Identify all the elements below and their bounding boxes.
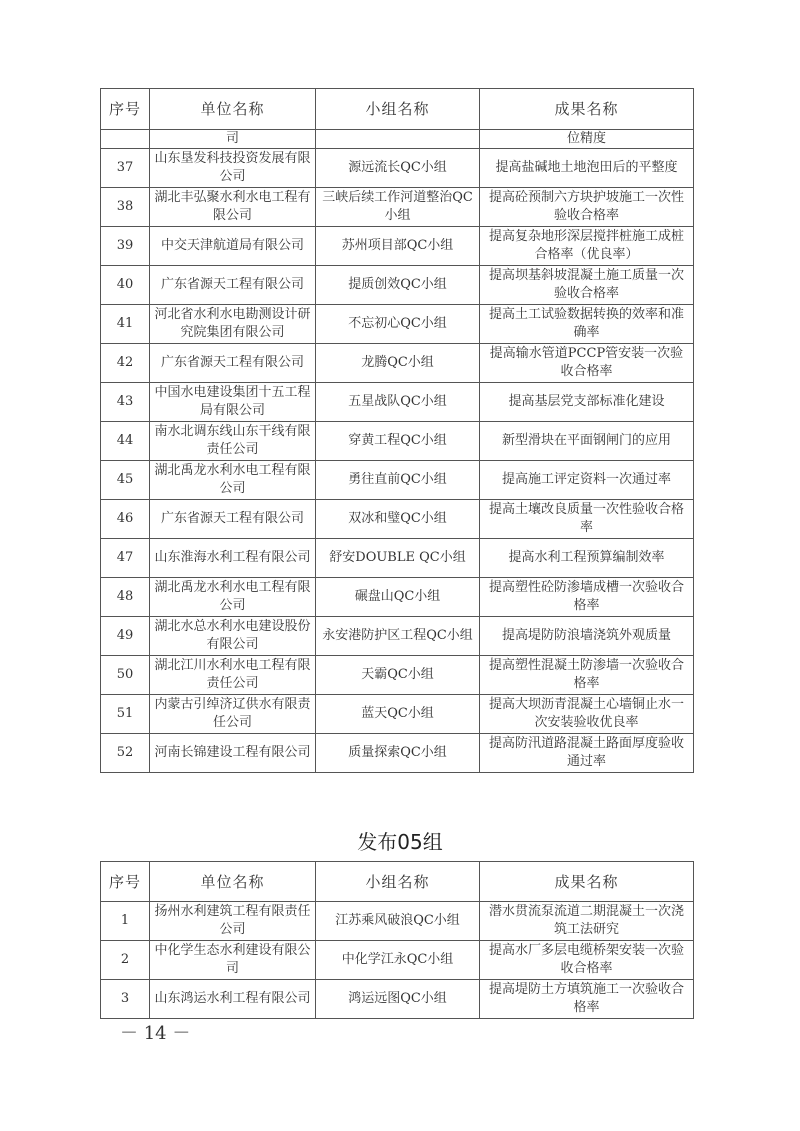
cell-group: 鸿运远图QC小组 <box>316 980 480 1019</box>
page-number: － 14 － <box>120 1023 191 1044</box>
cell-group: 舒安DOUBLE QC小组 <box>316 539 480 578</box>
cell-unit: 湖北丰弘聚水利水电工程有限公司 <box>150 188 316 227</box>
cell-no <box>101 130 150 149</box>
table-row <box>101 383 694 422</box>
cell-unit: 山东鸿运水利工程有限公司 <box>150 980 316 1019</box>
cell-result: 提高大坝沥青混凝土心墙铜止水一次安装验收优良率 <box>480 695 694 734</box>
table-header-row <box>101 89 694 130</box>
cell-unit: 广东省源天工程有限公司 <box>150 500 316 539</box>
cell-no: 50 <box>101 656 150 695</box>
cell-unit: 河南长锦建设工程有限公司 <box>150 734 316 773</box>
table-row <box>101 149 694 188</box>
cell-group: 苏州项目部QC小组 <box>316 227 480 266</box>
cell-no: 41 <box>101 305 150 344</box>
cell-no: 40 <box>101 266 150 305</box>
cell-no: 44 <box>101 422 150 461</box>
cell-unit: 广东省源天工程有限公司 <box>150 266 316 305</box>
cell-unit: 南水北调东线山东干线有限责任公司 <box>150 422 316 461</box>
table-row <box>101 188 694 227</box>
cell-group: 提质创效QC小组 <box>316 266 480 305</box>
cell-unit: 河北省水利水电勘测设计研究院集团有限公司 <box>150 305 316 344</box>
table-row <box>101 902 694 941</box>
cell-result: 提高土工试验数据转换的效率和准确率 <box>480 305 694 344</box>
cell-unit: 山东淮海水利工程有限公司 <box>150 539 316 578</box>
cell-unit: 广东省源天工程有限公司 <box>150 344 316 383</box>
header-no: 序号 <box>101 862 150 902</box>
cell-unit: 中交天津航道局有限公司 <box>150 227 316 266</box>
cell-group: 不忘初心QC小组 <box>316 305 480 344</box>
cell-no: 43 <box>101 383 150 422</box>
cell-no: 51 <box>101 695 150 734</box>
header-group: 小组名称 <box>316 89 480 130</box>
cell-group: 三峡后续工作河道整治QC小组 <box>316 188 480 227</box>
cell-group: 穿黄工程QC小组 <box>316 422 480 461</box>
cell-group: 江苏乘风破浪QC小组 <box>316 902 480 941</box>
cell-no: 49 <box>101 617 150 656</box>
table-row <box>101 461 694 500</box>
cell-group: 永安港防护区工程QC小组 <box>316 617 480 656</box>
cell-result: 提高盐碱地土地泡田后的平整度 <box>480 149 694 188</box>
cell-result: 提高复杂地形深层搅拌桩施工成桩合格率（优良率） <box>480 227 694 266</box>
table-row <box>101 578 694 617</box>
cell-group: 碾盘山QC小组 <box>316 578 480 617</box>
cell-no: 52 <box>101 734 150 773</box>
header-no: 序号 <box>101 89 150 130</box>
table-row <box>101 941 694 980</box>
table-header-row <box>101 862 694 902</box>
cell-no: 38 <box>101 188 150 227</box>
header-unit: 单位名称 <box>150 89 316 130</box>
cell-result: 提高水厂多层电缆桥架安装一次验收合格率 <box>480 941 694 980</box>
cell-result: 位精度 <box>480 130 694 149</box>
cell-no: 46 <box>101 500 150 539</box>
cell-unit: 中化学生态水利建设有限公司 <box>150 941 316 980</box>
cell-unit: 湖北禹龙水利水电工程有限公司 <box>150 578 316 617</box>
table-row <box>101 266 694 305</box>
cell-group: 双冰和璧QC小组 <box>316 500 480 539</box>
table-row <box>101 734 694 773</box>
table-body <box>101 902 694 1019</box>
cell-no: 42 <box>101 344 150 383</box>
cell-result: 提高水利工程预算编制效率 <box>480 539 694 578</box>
cell-no: 47 <box>101 539 150 578</box>
cell-result: 提高施工评定资料一次通过率 <box>480 461 694 500</box>
cell-unit: 湖北水总水利水电建设股份有限公司 <box>150 617 316 656</box>
cell-group: 中化学江永QC小组 <box>316 941 480 980</box>
cell-result: 提高堤防防浪墙浇筑外观质量 <box>480 617 694 656</box>
cell-no: 1 <box>101 902 150 941</box>
header-result: 成果名称 <box>480 89 694 130</box>
cell-result: 提高坝基斜坡混凝土施工质量一次验收合格率 <box>480 266 694 305</box>
results-table-continued <box>100 88 694 773</box>
cell-group: 源远流长QC小组 <box>316 149 480 188</box>
table-row <box>101 500 694 539</box>
cell-unit: 山东垦发科技投资发展有限公司 <box>150 149 316 188</box>
section-title: 发布05组 <box>357 830 443 854</box>
cell-unit: 湖北禹龙水利水电工程有限公司 <box>150 461 316 500</box>
table-row <box>101 539 694 578</box>
results-table-group-05 <box>100 861 694 1019</box>
cell-result: 提高土壤改良质量一次性验收合格率 <box>480 500 694 539</box>
cell-no: 37 <box>101 149 150 188</box>
cell-result: 提高砼预制六方块护坡施工一次性验收合格率 <box>480 188 694 227</box>
table-row <box>101 227 694 266</box>
cell-group: 质量探索QC小组 <box>316 734 480 773</box>
table-row <box>101 344 694 383</box>
cell-group: 蓝天QC小组 <box>316 695 480 734</box>
cell-result: 提高输水管道PCCP管安装一次验收合格率 <box>480 344 694 383</box>
cell-result: 提高基层党支部标准化建设 <box>480 383 694 422</box>
cell-no: 2 <box>101 941 150 980</box>
table-row <box>101 422 694 461</box>
cell-no: 45 <box>101 461 150 500</box>
cell-no: 3 <box>101 980 150 1019</box>
cell-group <box>316 130 480 149</box>
table-row <box>101 980 694 1019</box>
cell-group: 五星战队QC小组 <box>316 383 480 422</box>
table-row <box>101 656 694 695</box>
cell-result: 提高塑性混凝土防渗墙一次验收合格率 <box>480 656 694 695</box>
header-unit: 单位名称 <box>150 862 316 902</box>
cell-result: 潜水贯流泵流道二期混凝土一次浇筑工法研究 <box>480 902 694 941</box>
cell-group: 龙腾QC小组 <box>316 344 480 383</box>
header-result: 成果名称 <box>480 862 694 902</box>
cell-result: 提高堤防土方填筑施工一次验收合格率 <box>480 980 694 1019</box>
cell-unit: 湖北江川水利水电工程有限责任公司 <box>150 656 316 695</box>
cell-unit: 司 <box>150 130 316 149</box>
cell-unit: 扬州水利建筑工程有限责任公司 <box>150 902 316 941</box>
cell-group: 天霸QC小组 <box>316 656 480 695</box>
cell-unit: 内蒙古引绰济辽供水有限责任公司 <box>150 695 316 734</box>
cell-result: 提高防汛道路混凝土路面厚度验收通过率 <box>480 734 694 773</box>
cell-unit: 中国水电建设集团十五工程局有限公司 <box>150 383 316 422</box>
cell-group: 勇往直前QC小组 <box>316 461 480 500</box>
cell-result: 新型滑块在平面钢闸门的应用 <box>480 422 694 461</box>
table-row <box>101 305 694 344</box>
header-group: 小组名称 <box>316 862 480 902</box>
table-row <box>101 695 694 734</box>
cell-no: 39 <box>101 227 150 266</box>
continuation-row <box>101 130 694 149</box>
cell-result: 提高塑性砼防渗墙成槽一次验收合格率 <box>480 578 694 617</box>
cell-no: 48 <box>101 578 150 617</box>
table-body <box>101 130 694 773</box>
table-row <box>101 617 694 656</box>
